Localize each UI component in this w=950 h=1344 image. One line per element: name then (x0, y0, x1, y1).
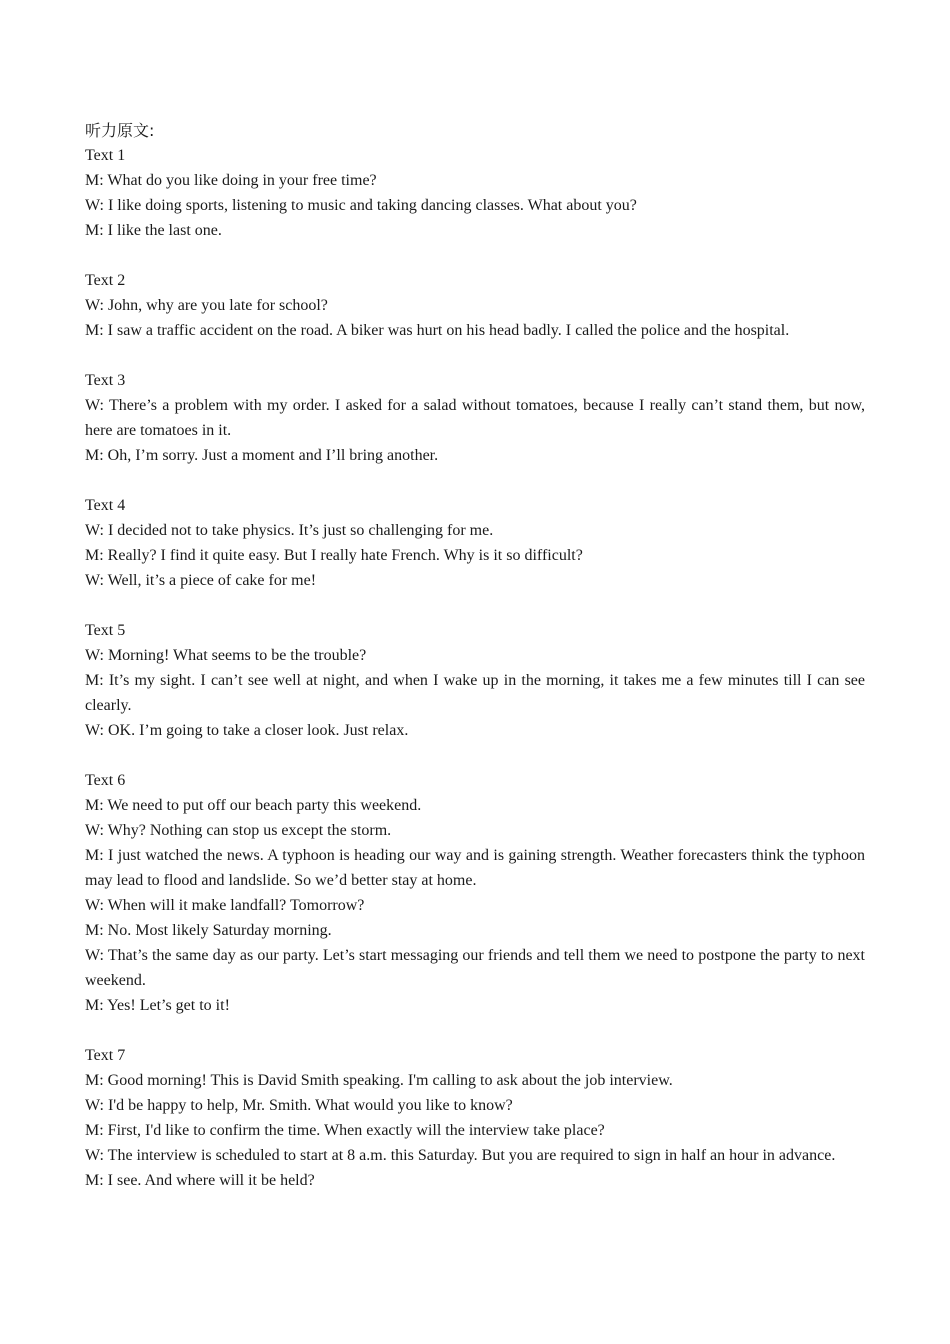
section-title: Text 6 (85, 772, 126, 789)
dialogue-line: W: Morning! What seems to be the trouble? (85, 647, 367, 664)
dialogue-line: W: I decided not to take physics. It’s just so challenging for me. (85, 522, 494, 539)
dialogue-line: W: That’s the same day as our party. Let’s start messaging our friends and tell them we need to postpone the party to next weekend. (85, 947, 865, 989)
dialogue-line: W: I like doing sports, listening to music and taking dancing classes. What about you? (85, 197, 637, 214)
dialogue-line: W: I'd be happy to help, Mr. Smith. What would you like to know? (85, 1097, 513, 1114)
transcript-body (85, 118, 865, 1193)
section-text-3 (85, 368, 865, 468)
section-title: Text 1 (85, 147, 126, 164)
section-text-5 (85, 618, 865, 743)
section-text-6 (85, 768, 865, 1018)
section-text-2 (85, 268, 865, 343)
dialogue-line: M: Oh, I’m sorry. Just a moment and I’ll bring another. (85, 447, 439, 464)
dialogue-line: W: Well, it’s a piece of cake for me! (85, 572, 317, 589)
dialogue-line: W: OK. I’m going to take a closer look. Just relax. (85, 722, 409, 739)
dialogue-line: M: I like the last one. (85, 222, 222, 239)
dialogue-line: M: I see. And where will it be held? (85, 1172, 315, 1189)
dialogue-line: W: The interview is scheduled to start at 8 a.m. this Saturday. But you are required to sign in half an hour in advance. (85, 1147, 836, 1164)
dialogue-line: M: What do you like doing in your free time? (85, 172, 377, 189)
dialogue-line: M: I saw a traffic accident on the road. A biker was hurt on his head badly. I called the police and the hospital. (85, 322, 790, 339)
section-title: Text 7 (85, 1047, 126, 1064)
dialogue-line: M: I just watched the news. A typhoon is heading our way and is gaining strength. Weather forecasters think the typhoon may lead to flood and landslide. So we’d better stay at home. (85, 847, 865, 889)
section-text-1 (85, 143, 865, 243)
dialogue-line: M: Good morning! This is David Smith speaking. I'm calling to ask about the job interview. (85, 1072, 673, 1089)
dialogue-line: M: First, I'd like to confirm the time. When exactly will the interview take place? (85, 1122, 605, 1139)
section-title: Text 5 (85, 622, 126, 639)
dialogue-line: M: No. Most likely Saturday morning. (85, 922, 332, 939)
section-title: Text 3 (85, 372, 126, 389)
dialogue-line: W: John, why are you late for school? (85, 297, 328, 314)
section-text-4 (85, 493, 865, 593)
page-heading: 听力原文: (85, 121, 155, 140)
section-title: Text 4 (85, 497, 126, 514)
dialogue-line: W: Why? Nothing can stop us except the storm. (85, 822, 392, 839)
section-title: Text 2 (85, 272, 126, 289)
dialogue-line: M: It’s my sight. I can’t see well at night, and when I wake up in the morning, it takes me a few minutes till I can see clearly. (85, 672, 865, 714)
dialogue-line: W: There’s a problem with my order. I asked for a salad without tomatoes, because I really can’t stand them, but now, here are tomatoes in it. (85, 397, 865, 439)
dialogue-line: M: Yes! Let’s get to it! (85, 997, 230, 1014)
dialogue-line: M: We need to put off our beach party this weekend. (85, 797, 422, 814)
dialogue-line: M: Really? I find it quite easy. But I really hate French. Why is it so difficult? (85, 547, 583, 564)
dialogue-line: W: When will it make landfall? Tomorrow? (85, 897, 365, 914)
section-text-7 (85, 1043, 865, 1193)
